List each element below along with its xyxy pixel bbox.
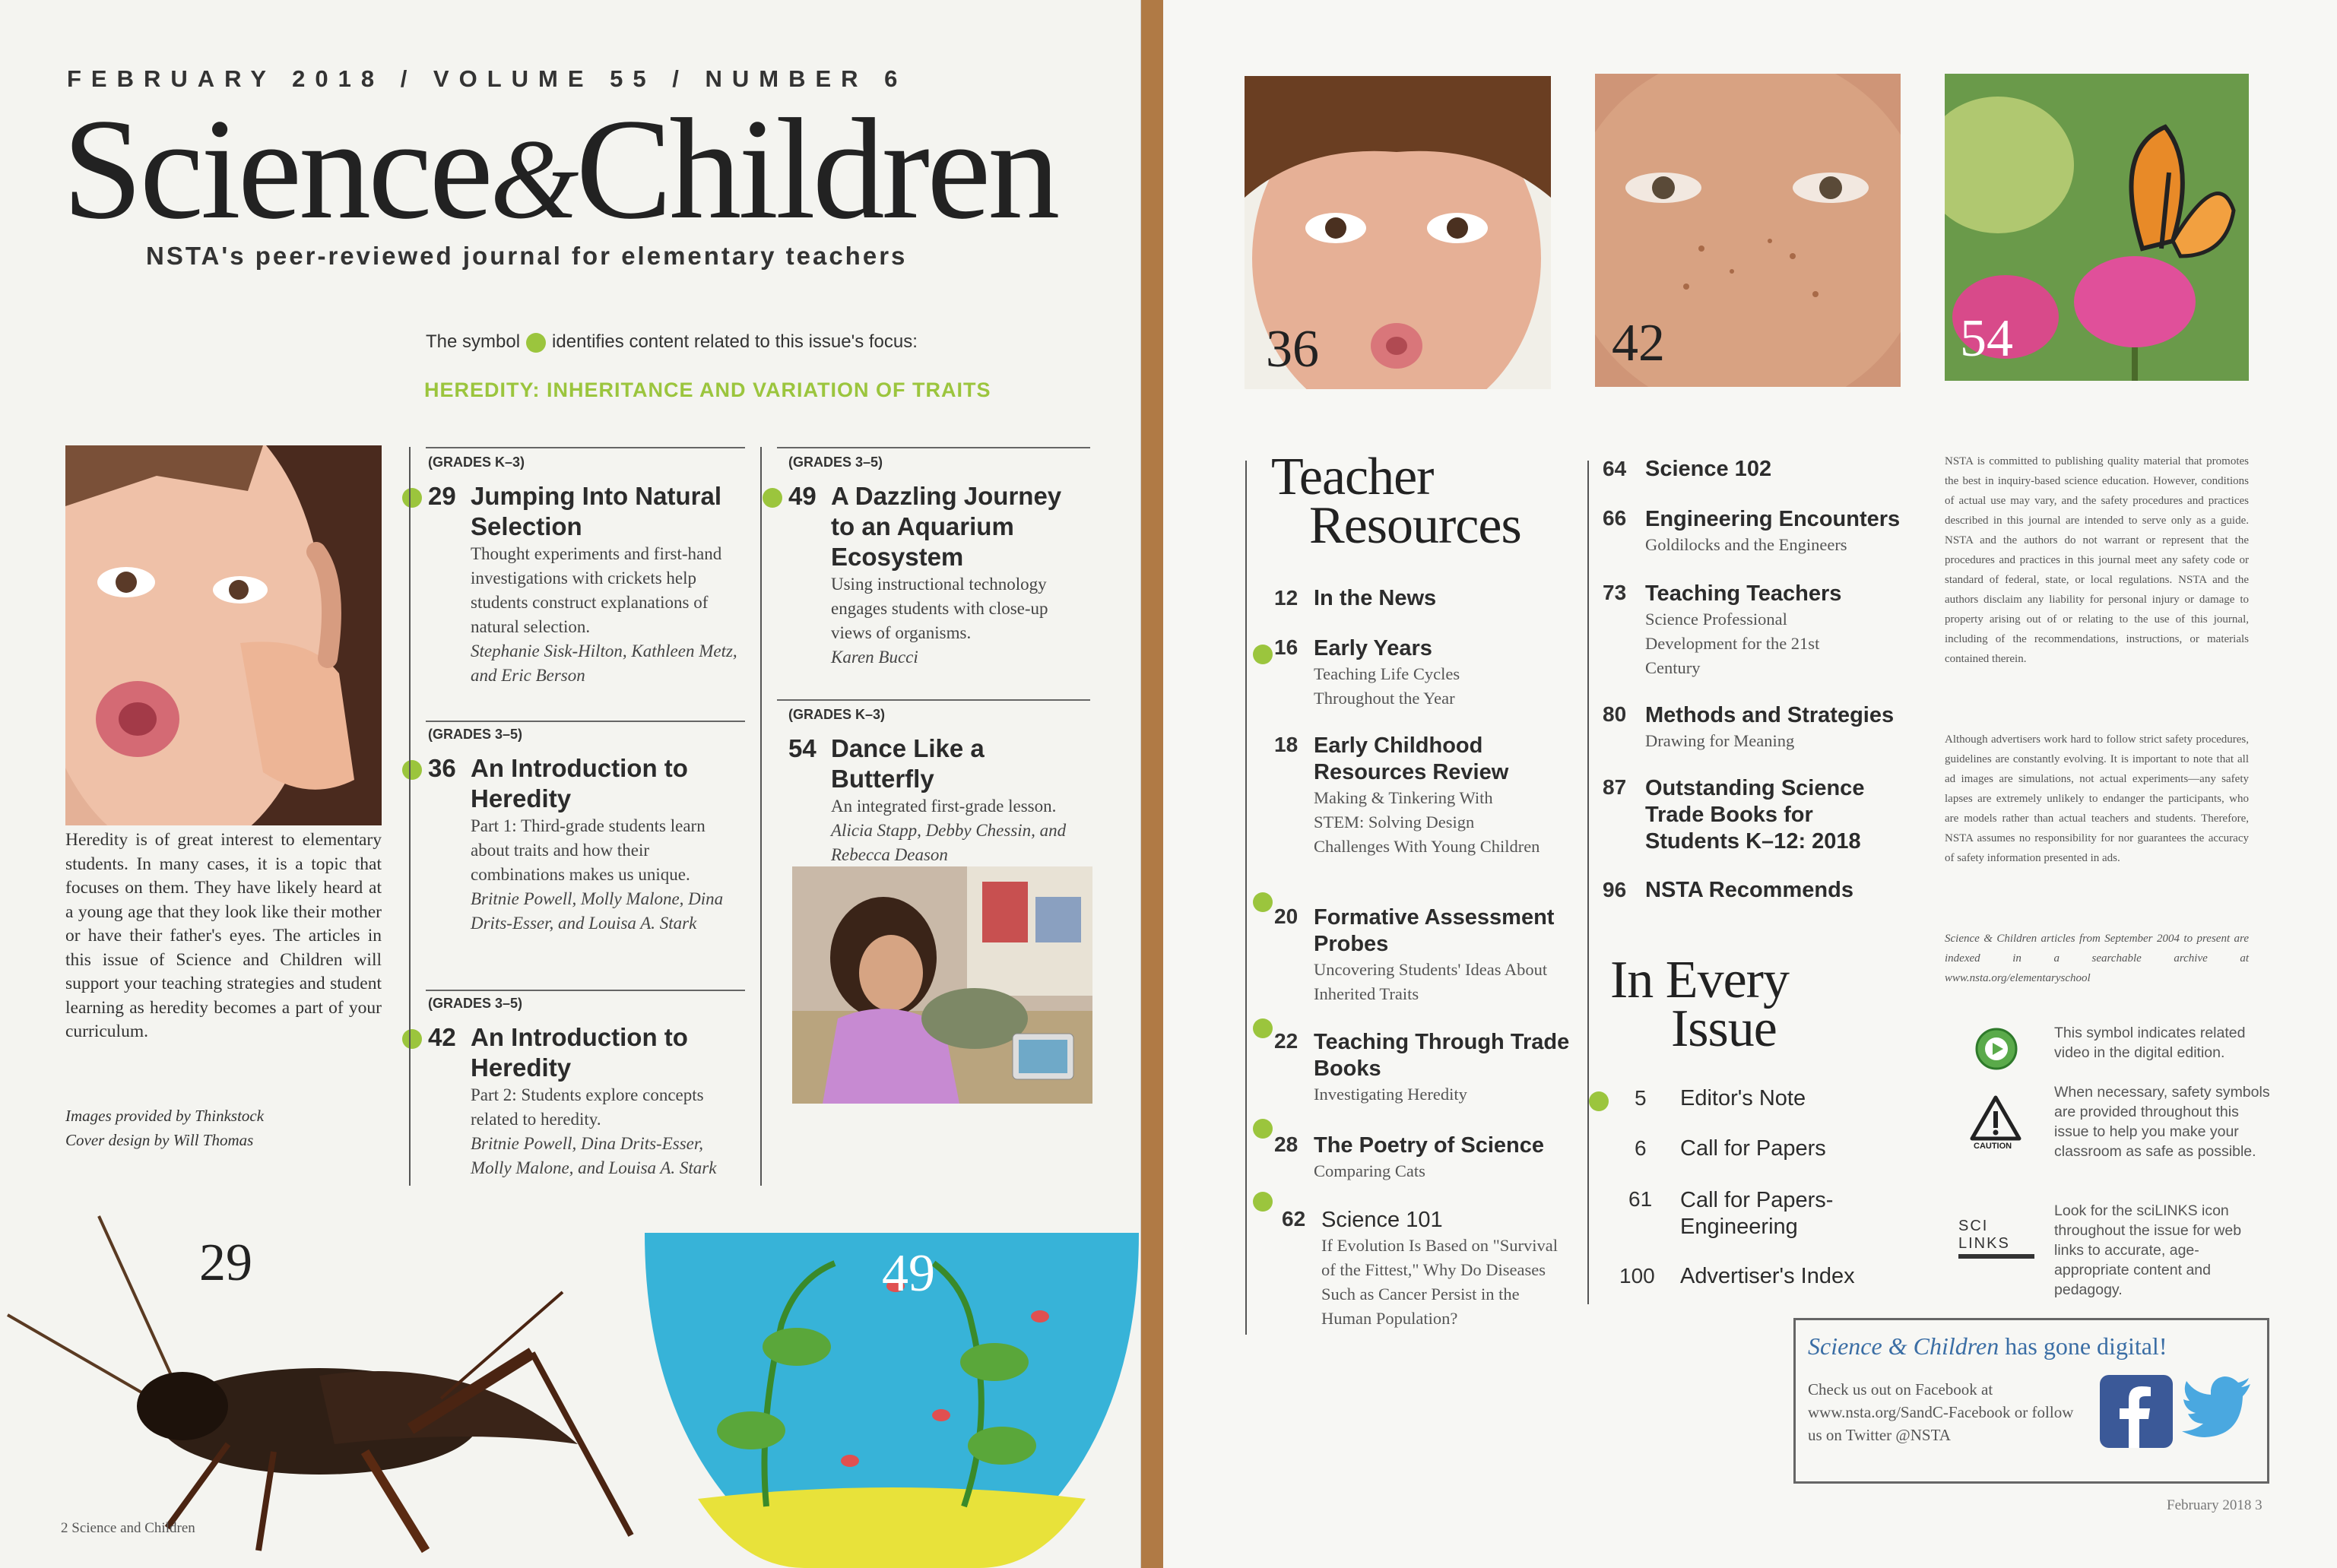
feature-title: An Introduction to Heredity	[471, 1023, 688, 1082]
feature-grade: (GRADES K–3)	[428, 455, 525, 470]
toc-item-87[interactable]	[1603, 775, 1922, 855]
left-page	[0, 0, 1141, 1568]
focus-dot-icon	[1253, 645, 1273, 664]
boy-page-number: 36	[1266, 320, 1319, 379]
toc-title: Science 101	[1321, 1208, 1443, 1232]
toc-title: Teaching Teachers	[1645, 581, 1842, 606]
every-title: Advertiser's Index	[1680, 1264, 1855, 1288]
feature-page-number: 29	[428, 482, 456, 510]
feature-authors: Karen Bucci	[831, 648, 918, 667]
right-page	[1163, 0, 2337, 1568]
every-page-number: 5	[1635, 1086, 1647, 1110]
focus-dot-icon	[1589, 1091, 1609, 1111]
toc-description: Uncovering Students' Ideas About Inherited Traits	[1314, 960, 1548, 1003]
girl-illustration	[65, 445, 382, 825]
feature-heading	[428, 1022, 747, 1083]
column-divider	[760, 447, 762, 1186]
toc-description: If Evolution Is Based on "Survival of the Fittest," Why Do Diseases Such as Cancer Persist in the Human Population?	[1321, 1236, 1559, 1328]
feature-heading	[788, 733, 1092, 794]
toc-page-number: 64	[1603, 457, 1627, 480]
every-page-number: 6	[1635, 1136, 1647, 1160]
teacher-resources-heading	[1271, 448, 1521, 555]
feature-heading	[788, 481, 1092, 572]
feature-grade: (GRADES 3–5)	[428, 996, 523, 1011]
toc-page-number: 12	[1274, 586, 1299, 610]
toc-item-73[interactable]	[1603, 581, 1922, 680]
every-page-number: 61	[1628, 1187, 1653, 1211]
toc-title: NSTA Recommends	[1645, 878, 1853, 902]
toc-item-28[interactable]	[1274, 1132, 1578, 1183]
resources-divider	[1587, 461, 1589, 1304]
toc-page-number: 96	[1603, 878, 1627, 901]
feature-description: Part 2: Students explore concepts related to heredity.	[471, 1085, 704, 1129]
toc-item-18[interactable]	[1274, 733, 1578, 859]
focus-dot-icon	[1253, 1119, 1273, 1139]
feature-page-number: 54	[788, 734, 817, 762]
toc-page-number: 18	[1274, 733, 1299, 756]
digital-body: Check us out on Facebook at www.nsta.org/SandC-Facebook or follow us on Twitter @NSTA	[1808, 1380, 2074, 1444]
credit-images: Images provided by Thinkstock	[65, 1107, 265, 1125]
video-legend: This symbol indicates related video in the digital edition.	[2054, 1025, 2246, 1061]
digital-headline-italic: Science & Children	[1808, 1332, 1999, 1360]
every-title: Call for Papers-Engineering	[1680, 1188, 1834, 1239]
feature-description: Using instructional technology engages students with close-up views of organisms.	[831, 575, 1048, 642]
teacher-resources-title-1: Teacher	[1271, 448, 1434, 506]
toc-item-12[interactable]	[1274, 585, 1578, 612]
scilinks-logo: SCI LINKS	[1958, 1218, 2034, 1259]
column-rule	[426, 447, 745, 448]
toc-title: Outstanding Science Trade Books for Students K–12: 2018	[1645, 776, 1865, 854]
toc-title: The Poetry of Science	[1314, 1133, 1544, 1158]
student-ipad-illustration	[792, 866, 1092, 1104]
toc-page-number: 62	[1282, 1207, 1306, 1231]
focus-dot-icon	[402, 488, 422, 508]
toc-page-number: 66	[1603, 506, 1627, 530]
safety-disclaimer: NSTA is committed to publishing quality material that promotes the best in inquiry-based science education. However, conditions of actual use may vary, and the safety procedures and practices described in this journal are intended to serve only as a guide. NSTA and the authors do not warrant or represent that the procedures and practices in this journal meet any safety code or standard of federal, state, or local regulations. NSTA and the authors disclaim any liability for personal injury or damage to property arising out of or relating to the use of this journal, including of the recommendations, instructions, or materials contained therein.	[1945, 455, 2249, 665]
caution-legend: When necessary, safety symbols are provided throughout this issue to help you make your classroom as safe as possible.	[2054, 1084, 2270, 1160]
toc-title: Early Childhood Resources Review	[1314, 733, 1509, 784]
toc-page-number: 28	[1274, 1132, 1299, 1156]
toc-title: Engineering Encounters	[1645, 507, 1901, 531]
resources-divider	[1245, 461, 1247, 1335]
facebook-icon[interactable]	[2100, 1375, 2173, 1448]
feature-article-36[interactable]	[428, 727, 747, 936]
freckles-page-number: 42	[1612, 314, 1665, 372]
every-item-6[interactable]	[1635, 1136, 1908, 1162]
toc-description: Making & Tinkering With STEM: Solving Design Challenges With Young Children	[1314, 788, 1540, 856]
feature-authors: Britnie Powell, Molly Malone, Dina Drits-Esser, and Louisa A. Stark	[471, 889, 724, 933]
column-rule	[777, 447, 1090, 448]
image-credits	[65, 1104, 264, 1152]
feature-page-number: 36	[428, 754, 456, 782]
feature-title: Jumping Into Natural Selection	[471, 482, 721, 540]
toc-item-80[interactable]	[1603, 702, 1922, 753]
feature-grade: (GRADES 3–5)	[428, 727, 523, 742]
toc-item-22[interactable]	[1274, 1029, 1578, 1107]
toc-item-16[interactable]	[1274, 635, 1578, 711]
feature-description: Thought experiments and first-hand investigations with crickets help students construct explanations of natural selection.	[471, 544, 722, 636]
focus-dot-icon	[1253, 1192, 1273, 1212]
every-title: Editor's Note	[1680, 1086, 1806, 1110]
toc-page-number: 80	[1603, 702, 1627, 726]
aquarium-page-number: 49	[882, 1244, 935, 1303]
toc-item-62[interactable]	[1282, 1207, 1586, 1331]
magazine-logo	[62, 90, 1058, 249]
focus-symbol-suffix: identifies content related to this issue's focus:	[552, 331, 918, 352]
focus-dot-icon	[526, 333, 546, 353]
left-folio: 2 Science and Children	[61, 1520, 195, 1536]
feature-grade: (GRADES K–3)	[788, 707, 886, 722]
student-ipad-photo	[792, 866, 1092, 1104]
cricket-image	[0, 1201, 639, 1558]
digital-headline	[1808, 1332, 2167, 1361]
feature-title: Dance Like a Butterfly	[831, 734, 985, 793]
toc-description: Comparing Cats	[1314, 1161, 1425, 1180]
feature-description: Part 1: Third-grade students learn about traits and how their combinations makes us unique.	[471, 816, 706, 884]
credit-cover: Cover design by Will Thomas	[65, 1131, 254, 1149]
feature-page-number: 49	[788, 482, 817, 510]
feature-authors: Britnie Powell, Dina Drits-Esser, Molly Malone, and Louisa A. Stark	[471, 1134, 717, 1177]
right-folio: February 2018 3	[2167, 1497, 2262, 1513]
tagline: NSTA's peer-reviewed journal for elementary teachers	[146, 242, 908, 270]
column-rule	[426, 721, 745, 722]
focus-symbol-line	[426, 331, 918, 353]
logo-ampersand: &	[490, 116, 576, 242]
issue-dateline: FEBRUARY 2018 / VOLUME 55 / NUMBER 6	[67, 65, 908, 92]
toc-page-number: 22	[1274, 1029, 1299, 1053]
focus-dot-icon	[402, 1029, 422, 1049]
toc-page-number: 20	[1274, 904, 1299, 928]
toc-description: Teaching Life Cycles Throughout the Year	[1314, 664, 1460, 708]
column-rule	[426, 990, 745, 991]
feature-article-29[interactable]	[428, 455, 747, 688]
toc-title: Science 102	[1645, 457, 1772, 481]
in-every-issue-heading	[1610, 951, 1789, 1058]
video-icon	[1974, 1026, 2019, 1072]
feature-article-49[interactable]	[788, 455, 1092, 670]
column-divider	[409, 447, 411, 1186]
focus-dot-icon	[402, 760, 422, 780]
archive-note: Science & Children articles from September 2004 to present are indexed in a searchable archive at www.nsta.org/elementaryschool	[1945, 933, 2249, 984]
digital-edition-box	[1793, 1318, 2269, 1484]
toc-item-20[interactable]	[1274, 904, 1578, 1006]
twitter-icon[interactable]	[2182, 1376, 2252, 1437]
toc-description: Drawing for Meaning	[1645, 731, 1795, 750]
digital-headline-rest: has gone digital!	[2005, 1332, 2167, 1360]
every-item-5[interactable]	[1635, 1085, 1908, 1112]
feature-title: An Introduction to Heredity	[471, 754, 688, 813]
every-item-100[interactable]	[1619, 1263, 1908, 1290]
toc-description: Goldilocks and the Engineers	[1645, 535, 1847, 554]
feature-heading	[428, 753, 747, 814]
toc-title: In the News	[1314, 586, 1437, 610]
toc-description: Investigating Heredity	[1314, 1085, 1467, 1104]
teacher-resources-title-2: Resources	[1309, 496, 1521, 555]
focus-symbol-prefix: The symbol	[426, 331, 521, 352]
toc-title: Formative Assessment Probes	[1314, 905, 1555, 956]
focus-dot-icon	[1253, 892, 1273, 912]
feature-grade: (GRADES 3–5)	[788, 455, 883, 470]
toc-description: Science Professional Development for the 21st Century	[1645, 610, 1820, 677]
focus-dot-icon	[1253, 1018, 1273, 1038]
in-every-issue-title-2: Issue	[1671, 999, 1777, 1058]
feature-title: A Dazzling Journey to an Aquarium Ecosystem	[831, 482, 1062, 571]
logo-science: Science	[62, 90, 490, 249]
every-page-number: 100	[1619, 1264, 1655, 1288]
toc-page-number: 73	[1603, 581, 1627, 604]
feature-heading	[428, 481, 747, 542]
feature-article-42[interactable]	[428, 996, 747, 1180]
feature-authors: Stephanie Sisk-Hilton, Kathleen Metz, and Eric Berson	[471, 641, 737, 685]
logo-children: Children	[576, 90, 1058, 249]
facebook-glyph	[2100, 1375, 2173, 1448]
toc-title: Early Years	[1314, 636, 1432, 660]
scilinks-legend: Look for the sciLINKS icon throughout the issue for web links to accurate, age-appropriate content and pedagogy.	[2054, 1202, 2242, 1298]
advertiser-disclaimer: Although advertisers work hard to follow strict safety procedures, guidelines are constantly evolving. It is important to note that all ad images are simulations, not actual experiments—any safety lapses are extremely unlikely to endanger the participants, who are models rather than actual teachers and students. Therefore, NSTA assumes no responsibility for nor guarantees the accuracy of safety information presented in ads.	[1945, 733, 2249, 864]
toc-title: Methods and Strategies	[1645, 703, 1895, 727]
focus-topic: HEREDITY: INHERITANCE AND VARIATION OF TRAITS	[424, 379, 991, 401]
every-item-61[interactable]	[1628, 1187, 1902, 1240]
in-every-issue-title-1: In Every	[1610, 951, 1789, 1009]
girl-photo	[65, 445, 382, 825]
butterfly-page-number: 54	[1960, 309, 2013, 368]
feature-article-54[interactable]	[788, 707, 1092, 867]
toc-title: Teaching Through Trade Books	[1314, 1030, 1570, 1081]
toc-page-number: 16	[1274, 635, 1299, 659]
feature-page-number: 42	[428, 1023, 456, 1051]
toc-page-number: 87	[1603, 775, 1627, 799]
feature-description: An integrated first-grade lesson.	[831, 797, 1057, 816]
feature-authors: Alicia Stapp, Debby Chessin, and Rebecca Deason	[831, 821, 1067, 864]
column-rule	[777, 699, 1090, 701]
toc-item-66[interactable]	[1603, 506, 1922, 557]
toc-item-64[interactable]	[1603, 456, 1922, 483]
intro-caption: Heredity is of great interest to elementary students. In many cases, it is a topic that focuses on them. They have likely heard at a young age that they look like their mother or have their father's eyes. The articles in this issue of Science and Children will support your teaching strategies and student learning as heredity becomes a part of your curriculum.	[65, 830, 382, 1041]
cricket-page-number: 29	[199, 1234, 252, 1292]
every-title: Call for Papers	[1680, 1136, 1826, 1161]
toc-item-96[interactable]	[1603, 877, 1922, 904]
caution-label: CAUTION	[1974, 1142, 2012, 1151]
focus-dot-icon	[763, 488, 782, 508]
